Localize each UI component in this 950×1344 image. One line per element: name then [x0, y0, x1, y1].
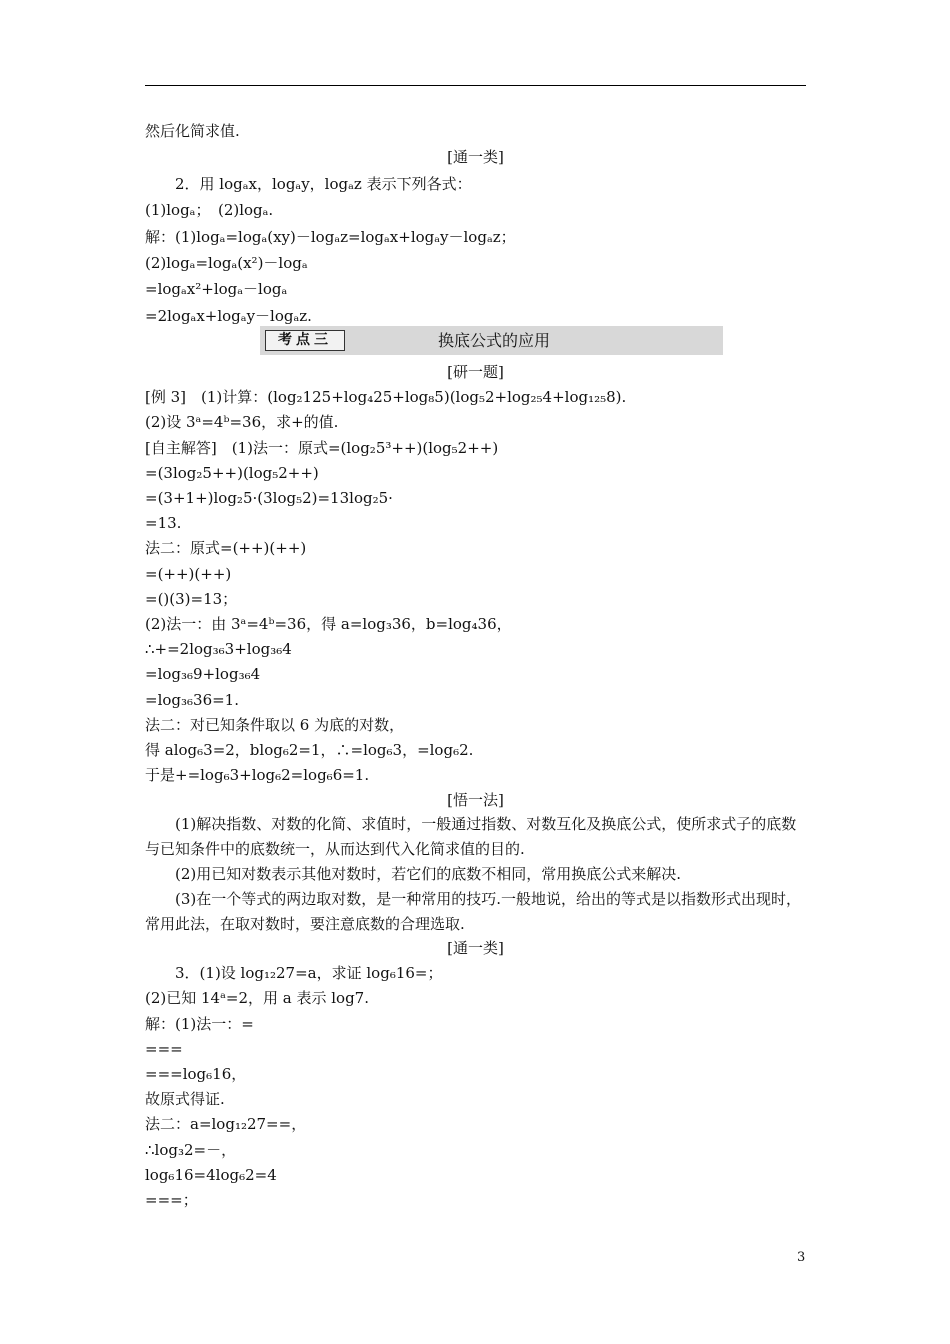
text-line: log₆16=4log₆2=4 [145, 1165, 277, 1184]
text-line: 于是+=log₆3+log₆2=log₆6=1. [145, 766, 370, 785]
text-line: [通一类] [447, 939, 504, 957]
text-line: 解：(1)法一：= [145, 1014, 254, 1033]
text-line: [通一类] [447, 148, 504, 167]
text-line: (2)设 3ᵃ=4ᵇ=36，求+的值. [145, 413, 339, 432]
text-line: (2)已知 14ᵃ=2，用 a 表示 log7. [145, 989, 369, 1008]
text-line: [研一题] [447, 363, 504, 381]
text-line: =()(3)=13； [145, 589, 238, 608]
text-line: 法二：a=log₁₂27==， [145, 1115, 307, 1134]
paragraph: (2)用已知对数表示其他对数时，若它们的底数不相同，常用换底公式来解决. [175, 865, 682, 883]
text-line: (2)logₐ=logₐ(x²)－logₐ [145, 254, 308, 272]
text-line: =logₐx²+logₐ－logₐ [145, 280, 288, 299]
text-line: [例 3] (1)计算：(log₂125+log₄25+log₈5)(log₅2+log₂₅4+log₁₂₅8). [145, 388, 627, 407]
text-line: ===log₆16， [145, 1065, 247, 1083]
text-line: =2logₐx+logₐy－logₐz. [145, 306, 312, 325]
text-line: 2．用 logₐx，logₐy，logₐz 表示下列各式： [175, 174, 472, 193]
text-line: 解：(1)logₐ=logₐ(xy)－logₐz=logₐx+logₐy－logₐz； [145, 227, 516, 246]
page-number: 3 [797, 1250, 806, 1265]
text-line: =(3log₂5++)(log₅2++) [145, 463, 319, 482]
text-line: ∴+=2log₃₆3+log₃₆4 [145, 640, 292, 659]
text-line: =(3+1+)log₂5·(3log₅2)=13log₂5· [145, 489, 393, 507]
text-line: [自主解答] (1)法一：原式=(log₂5³++)(log₅2++) [145, 438, 499, 457]
text-line: (2)法一：由 3ᵃ=4ᵇ=36，得 a=log₃36，b=log₄36， [145, 615, 512, 633]
text-line: 3．(1)设 log₁₂27=a，求证 log₆16=； [175, 964, 443, 983]
text-line: 然后化简求值. [145, 122, 240, 140]
text-line: 故原式得证. [145, 1090, 225, 1109]
paragraph: (1)解决指数、对数的化简、求值时，一般通过指数、对数互化及换底公式，使所求式子的底数与已知条件中的底数统一，从而达到代入化简求值的目的. [145, 815, 797, 858]
text-line: =log₃₆36=1. [145, 690, 239, 709]
section-title: 换底公式的应用 [438, 331, 551, 350]
section-tag: 考点三 [265, 330, 345, 351]
section-banner [260, 326, 723, 355]
paragraph: (3)在一个等式的两边取对数，是一种常用的技巧.一般地说，给出的等式是以指数形式出现时，常用此法，在取对数时，要注意底数的合理选取. [145, 890, 802, 933]
text-line: =log₃₆9+log₃₆4 [145, 665, 261, 684]
text-line: =13. [145, 514, 182, 533]
text-line: =(++)(++) [145, 564, 232, 583]
text-line: 得 alog₆3=2，blog₆2=1，∴=log₆3，=log₆2. [145, 741, 474, 759]
text-line: 法二：原式=(++)(++) [145, 539, 307, 558]
text-line: === [145, 1039, 183, 1058]
header-rule [145, 85, 806, 86]
text-line: ∴log₃2=－， [145, 1140, 237, 1159]
text-line: ===； [145, 1191, 198, 1209]
text-line: 法二：对已知条件取以 6 为底的对数， [145, 715, 405, 734]
text-line: [悟一法] [447, 791, 504, 810]
text-line: (1)logₐ； (2)logₐ. [145, 201, 274, 220]
